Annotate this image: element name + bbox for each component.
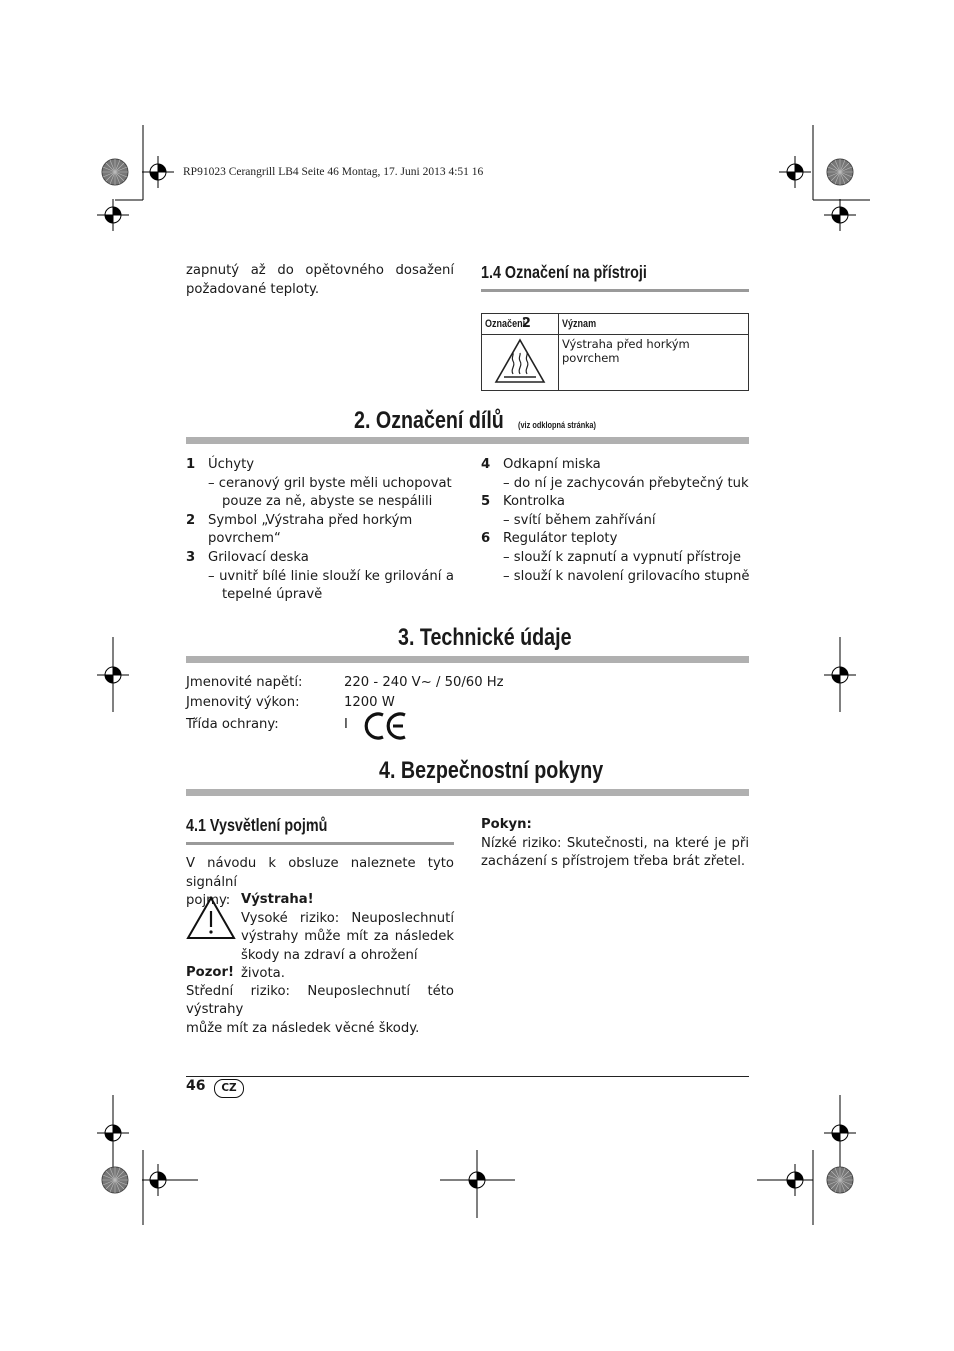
spec-voltage-label: Jmenovité napětí: [186, 675, 303, 690]
part-6 [481, 530, 749, 586]
section-2-rule [186, 437, 749, 444]
section-4-1-rule [186, 842, 454, 845]
part-label: Odkapní miska [503, 457, 601, 472]
spec-protection-label: Třída ochrany: [186, 717, 279, 732]
warning-line: Vysoké riziko: Neuposlechnutí [241, 910, 454, 926]
part-desc: povrchem“ [208, 531, 281, 547]
caution-block [186, 964, 454, 1038]
section-4-rule [186, 789, 749, 796]
section-3-rule [186, 656, 749, 663]
part-number: 1 [186, 457, 196, 472]
spec-voltage-value: 220 - 240 V~ / 50/60 Hz [344, 675, 504, 690]
part-2 [186, 512, 454, 549]
section-4-1-title: 4.1 Vysvětlení pojmů [186, 815, 328, 835]
part-desc: pouze za ně, abyste se nespálili [222, 494, 433, 510]
note-block [481, 816, 749, 872]
intro-line-1: zapnutý až do opětovného dosažení [186, 263, 454, 278]
part-desc: tepelné úpravě [222, 587, 323, 603]
section-2-note: (viz odklopná stránka) [517, 420, 596, 430]
part-desc: – slouží k navolení grilovacího stupně [503, 568, 750, 584]
symbol-table-header-col2 [559, 314, 749, 335]
caution-title: Pozor! [186, 965, 234, 980]
spec-protection-value: I [344, 717, 348, 732]
warning-line: výstrahy může mít za následek [241, 929, 454, 945]
meaning-cell: Výstraha před horkým povrchem [559, 335, 749, 391]
part-number: 3 [186, 549, 196, 565]
symbol-table [481, 313, 749, 391]
section-1-4-rule [481, 289, 749, 292]
part-desc: – do ní je zachycován přebytečný tuk [503, 475, 749, 491]
parts-list-left [186, 456, 454, 605]
part-number: 5 [481, 494, 491, 510]
warning-title: Výstraha! [241, 892, 314, 907]
note-line: zacházení s přístrojem třeba brát zřetel. [481, 854, 746, 870]
part-label: Symbol „Výstraha před horkým [208, 512, 413, 528]
spec-power-label: Jmenovitý výkon: [186, 695, 300, 710]
part-label: Regulátor teploty [503, 531, 618, 547]
part-number: 6 [481, 531, 491, 547]
footer-rule [186, 1076, 749, 1077]
caution-line: může mít za následek věcné škody. [186, 1020, 420, 1036]
intro-line-2: požadované teploty. [186, 281, 320, 297]
note-title: Pokyn: [481, 817, 532, 832]
parts-list-right [481, 456, 749, 586]
symbol-table-header-col1 [482, 314, 559, 335]
warning-triangle-icon [186, 895, 236, 941]
part-desc: – svítí během zahřívání [503, 512, 656, 528]
spec-power-value: 1200 W [344, 695, 395, 710]
print-header: RP91023 Cerangrill LB4 Seite 46 Montag, 17. Juni 2013 4:51 16 [183, 166, 484, 178]
symbol-cell [482, 335, 559, 391]
intro-line: pojmy: [186, 893, 231, 909]
part-5 [481, 493, 749, 530]
section-1-4-title: 1.4 Označení na přístroji [481, 262, 647, 282]
part-desc: – ceranový gril byste měli uchopovat [208, 475, 452, 491]
caution-line: Střední riziko: Neuposlechnutí této výstrahy [186, 983, 454, 1018]
page-number: 46 [186, 1078, 206, 1094]
part-label: Úchyty [208, 457, 255, 472]
part-label: Grilovací deska [208, 549, 309, 565]
intro-line: V návodu k obsluze naleznete tyto signální [186, 856, 454, 890]
section-3-title: 3. Technické údaje [398, 624, 572, 651]
ce-mark-icon [363, 710, 409, 742]
symbol-header-label: Označení [485, 318, 526, 330]
part-desc: – slouží k zapnutí a vypnutí přístroje [503, 549, 741, 565]
symbol-header-number: 2 [521, 316, 531, 331]
part-number: 2 [186, 512, 196, 528]
note-line: Nízké riziko: Skutečnosti, na které je při [481, 835, 749, 851]
part-3 [186, 549, 454, 605]
hot-surface-warning-icon [494, 337, 546, 385]
warning-line: škody na zdraví a ohrožení života. [241, 947, 418, 982]
part-desc: – uvnitř bílé linie slouží ke grilování a [208, 568, 454, 584]
section-2-title: 2. Označení dílů [354, 407, 504, 434]
meaning-header-label: Význam [562, 318, 597, 330]
country-badge: CZ [214, 1079, 244, 1098]
intro-continuation [186, 262, 454, 299]
part-label: Kontrolka [503, 494, 565, 510]
part-number: 4 [481, 457, 491, 472]
section-2-heading [354, 407, 613, 435]
section-4-title: 4. Bezpečnostní pokyny [379, 757, 604, 784]
part-1 [186, 456, 454, 512]
part-4 [481, 456, 749, 493]
